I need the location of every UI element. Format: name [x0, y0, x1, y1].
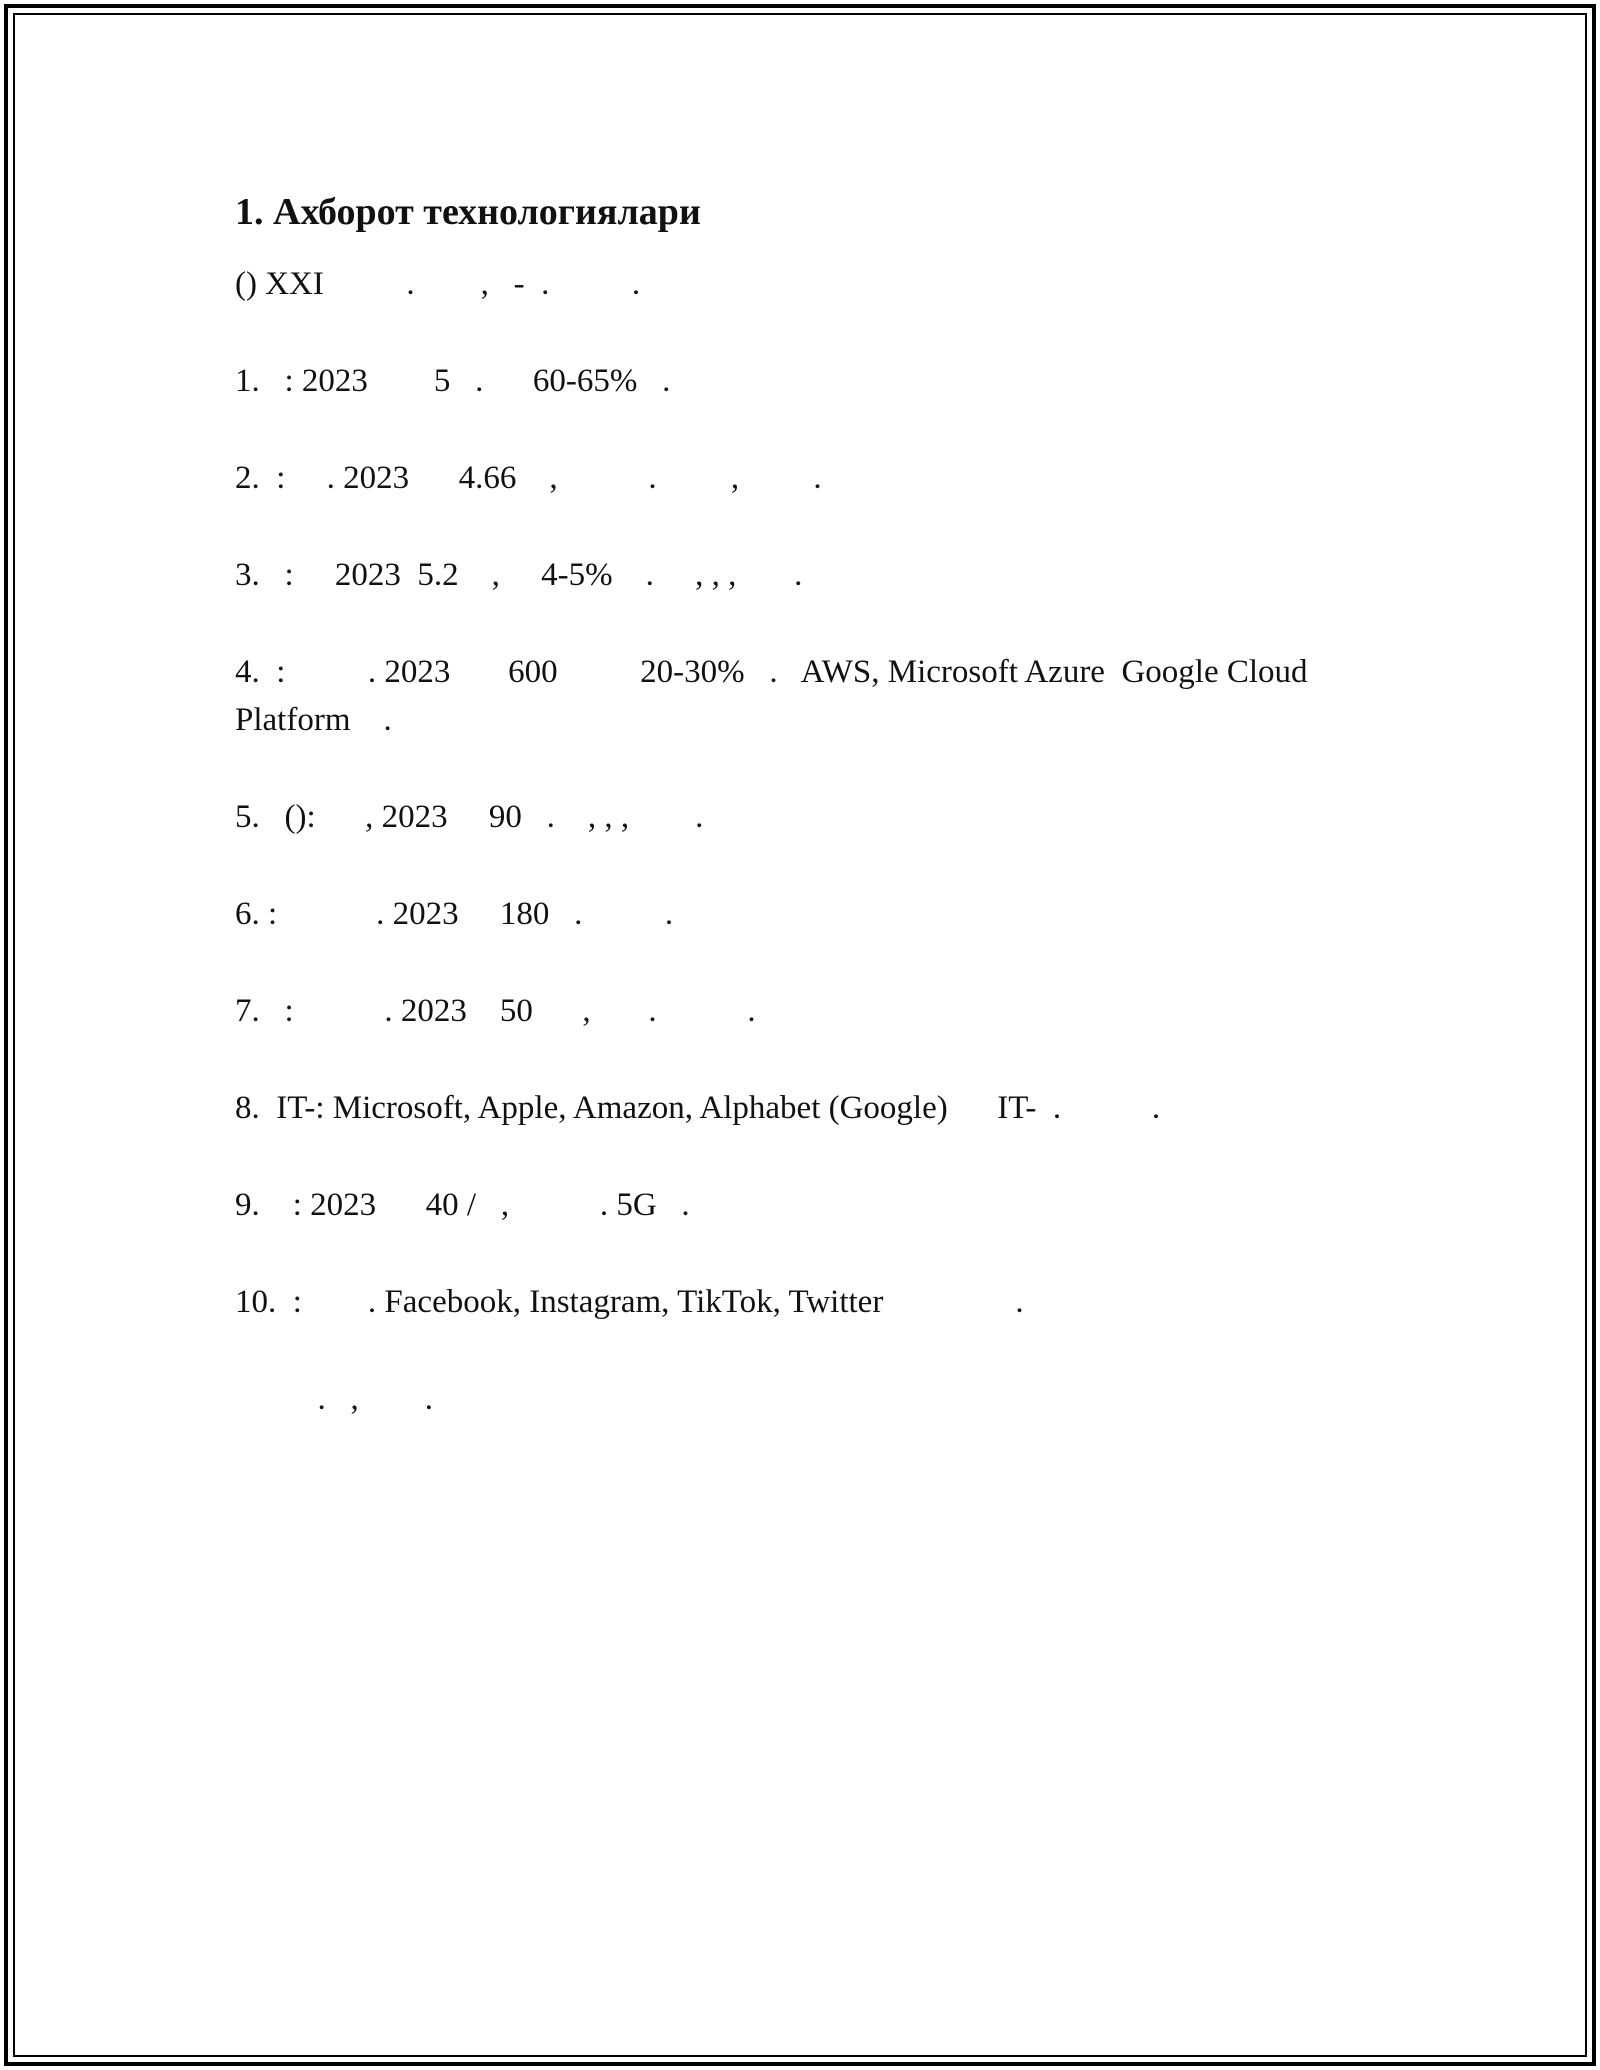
- list-item: 6. : . 2023 180 . .: [235, 896, 674, 932]
- list-item: 7. : . 2023 50 , . .: [235, 993, 756, 1029]
- list-item: 2. : . 2023 4.66 , . , .: [235, 460, 822, 496]
- list-item: 9. : 2023 40 / , . 5G .: [235, 1187, 690, 1223]
- list-item: 10. : . Facebook, Instagram, TikTok, Twitter .: [235, 1284, 1024, 1320]
- document-body: [235, 186, 1365, 1472]
- list-item: 5. (): , 2023 90 . , , , .: [235, 799, 704, 835]
- list-item: 4. : . 2023 600 20-30% . AWS, Microsoft Azure Google Cloud Platform .: [235, 654, 1316, 738]
- closing-paragraph: . , .: [235, 1381, 433, 1417]
- document-title: 1. Ахборот технологиялари: [235, 191, 701, 233]
- list-item: 3. : 2023 5.2 , 4-5% . , , , .: [235, 557, 803, 593]
- numbered-list: [235, 357, 1365, 1326]
- list-item: 1. : 2023 5 . 60-65% .: [235, 363, 671, 399]
- list-item: 8. IT-: Microsoft, Apple, Amazon, Alphabet (Google) IT- . .: [235, 1090, 1161, 1126]
- intro-paragraph: () XXI . , - . .: [235, 266, 641, 302]
